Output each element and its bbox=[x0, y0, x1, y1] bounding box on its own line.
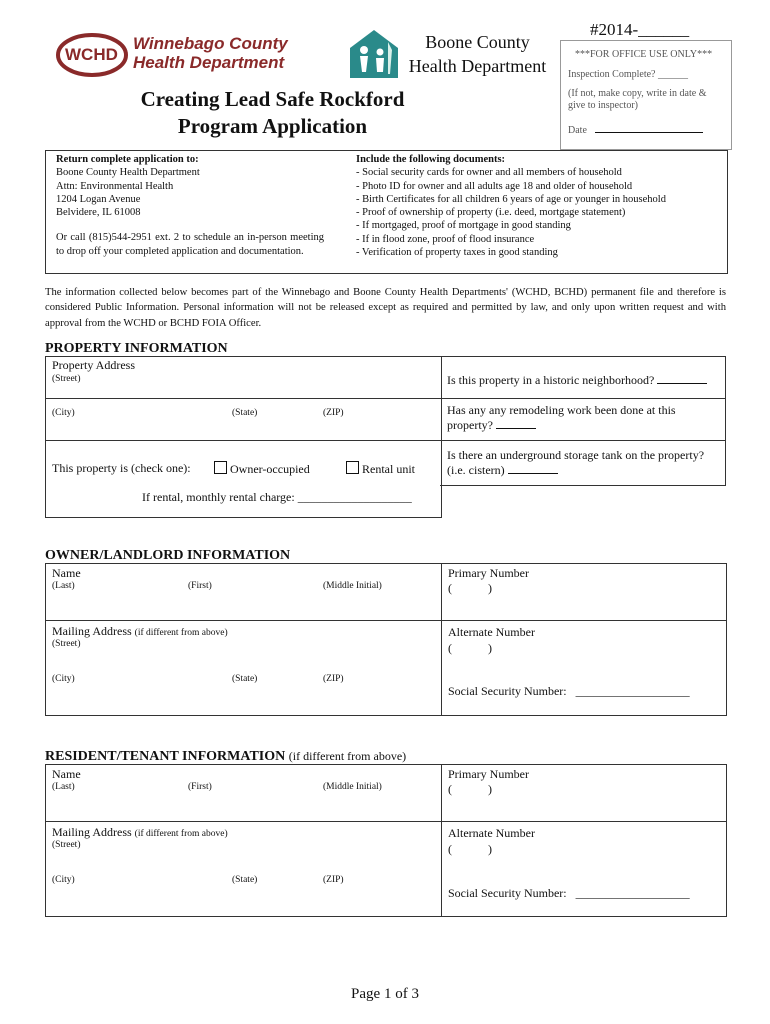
owner-city-field[interactable]: (City) bbox=[52, 674, 75, 684]
rental-charge-field[interactable]: If rental, monthly rental charge: ___________________ bbox=[142, 490, 412, 504]
resident-mailing-label bbox=[52, 825, 228, 840]
property-section-title: PROPERTY INFORMATION bbox=[45, 341, 228, 356]
owner-section-title: OWNER/LANDLORD INFORMATION bbox=[45, 548, 291, 563]
owner-name-label: Name bbox=[52, 566, 81, 580]
form-number[interactable]: #2014-______ bbox=[590, 20, 690, 39]
property-type-label: This property is (check one): bbox=[52, 461, 191, 475]
resident-primary-label: Primary Number bbox=[448, 767, 529, 781]
resident-state-field[interactable]: (State) bbox=[232, 875, 258, 885]
divider bbox=[46, 398, 441, 399]
resident-zip-field[interactable]: (ZIP) bbox=[323, 875, 344, 885]
form-title-line2: Program Application bbox=[177, 114, 368, 138]
wchd-name bbox=[133, 34, 288, 72]
state-field[interactable]: (State) bbox=[232, 408, 258, 418]
owner-street-field[interactable]: (Street) bbox=[52, 639, 81, 649]
city-field[interactable]: (City) bbox=[52, 408, 75, 418]
resident-ssn-field[interactable] bbox=[448, 886, 690, 901]
owner-occupied-label: Owner-occupied bbox=[230, 462, 310, 476]
inspection-complete-field[interactable]: Inspection Complete? ______ bbox=[568, 69, 688, 80]
owner-alternate-label: Alternate Number bbox=[448, 625, 535, 639]
divider bbox=[441, 564, 442, 715]
resident-section-title bbox=[45, 749, 406, 765]
rental-unit-label: Rental unit bbox=[362, 462, 415, 476]
office-date-label: Date bbox=[568, 125, 587, 136]
owner-primary-label: Primary Number bbox=[448, 566, 529, 580]
remodel-label-line2: property? bbox=[447, 418, 493, 432]
tank-question[interactable] bbox=[447, 448, 704, 478]
divider bbox=[440, 398, 725, 399]
return-info bbox=[56, 153, 324, 258]
owner-mailing-text: Mailing Address bbox=[52, 624, 132, 638]
document-item: - If in flood zone, proof of flood insurance bbox=[356, 233, 535, 245]
wchd-name-line2: Health Department bbox=[133, 53, 285, 72]
owner-occupied-checkbox[interactable] bbox=[214, 461, 227, 474]
owner-ssn-line[interactable]: ___________________ bbox=[575, 684, 690, 698]
document-item: - Proof of ownership of property (i.e. deed, mortgage statement) bbox=[356, 207, 626, 219]
office-use-heading: ***FOR OFFICE USE ONLY*** bbox=[575, 49, 713, 60]
resident-street-field[interactable]: (Street) bbox=[52, 840, 81, 850]
owner-occupied-option[interactable] bbox=[214, 461, 310, 477]
resident-first-field[interactable]: (First) bbox=[188, 782, 212, 792]
owner-state-field[interactable]: (State) bbox=[232, 674, 258, 684]
rental-unit-option[interactable] bbox=[346, 461, 415, 477]
property-address-box bbox=[45, 356, 442, 518]
documents-heading: Include the following documents: bbox=[356, 154, 506, 165]
divider bbox=[441, 821, 726, 822]
wchd-name-line1: Winnebago County bbox=[133, 34, 288, 53]
resident-mailing-text: Mailing Address bbox=[52, 825, 132, 839]
owner-last-field[interactable]: (Last) bbox=[52, 581, 75, 591]
rental-unit-checkbox[interactable] bbox=[346, 461, 359, 474]
instructions-box bbox=[45, 150, 728, 274]
owner-first-field[interactable]: (First) bbox=[188, 581, 212, 591]
historic-answer-line[interactable] bbox=[657, 383, 707, 384]
resident-alternate-field[interactable]: ( ) bbox=[448, 842, 492, 856]
tank-answer-line[interactable] bbox=[508, 473, 558, 474]
zip-field[interactable]: (ZIP) bbox=[323, 408, 344, 418]
resident-alternate-label: Alternate Number bbox=[448, 826, 535, 840]
return-line: Attn: Environmental Health bbox=[56, 180, 174, 192]
owner-alternate-field[interactable]: ( ) bbox=[448, 641, 492, 655]
remodel-label-line1: Has any any remodeling work been done at this bbox=[447, 403, 676, 417]
tank-label-line1: Is there an underground storage tank on the property? bbox=[447, 448, 705, 462]
form-title bbox=[120, 86, 425, 140]
owner-ssn-field[interactable] bbox=[448, 684, 690, 699]
resident-name-label: Name bbox=[52, 767, 81, 781]
owner-mailing-note: (if different from above) bbox=[134, 628, 228, 638]
divider bbox=[441, 620, 726, 621]
resident-section-text: RESIDENT/TENANT INFORMATION bbox=[45, 749, 286, 764]
divider bbox=[46, 821, 441, 822]
call-text: Or call (815)544-2951 ext. 2 to schedule an in-person meeting to drop off your completed application and documentation. bbox=[56, 232, 324, 257]
owner-ssn-label: Social Security Number: bbox=[448, 684, 567, 698]
office-use-box bbox=[560, 40, 732, 150]
resident-mailing-note: (if different from above) bbox=[134, 829, 228, 839]
divider bbox=[441, 765, 442, 916]
owner-middle-field[interactable]: (Middle Initial) bbox=[323, 581, 382, 591]
property-address-label: Property Address bbox=[52, 358, 135, 372]
boone-name-line1: Boone County bbox=[425, 32, 530, 52]
resident-primary-field[interactable]: ( ) bbox=[448, 782, 492, 796]
historic-label: Is this property in a historic neighborhood? bbox=[447, 373, 655, 387]
remodel-question[interactable] bbox=[447, 403, 676, 433]
document-item: - Social security cards for owner and all members of household bbox=[356, 167, 622, 179]
street-field[interactable]: (Street) bbox=[52, 374, 81, 384]
office-note: (If not, make copy, write in date & give to inspector) bbox=[568, 88, 707, 111]
owner-primary-field[interactable]: ( ) bbox=[448, 581, 492, 595]
resident-last-field[interactable]: (Last) bbox=[52, 782, 75, 792]
return-line: Boone County Health Department bbox=[56, 167, 200, 179]
form-title-line1: Creating Lead Safe Rockford bbox=[140, 87, 405, 111]
resident-section-note: (if different from above) bbox=[288, 749, 407, 763]
resident-ssn-label: Social Security Number: bbox=[448, 886, 567, 900]
document-item: - If mortgaged, proof of mortgage in good standing bbox=[356, 220, 571, 232]
return-line: 1204 Logan Avenue bbox=[56, 193, 141, 205]
office-date-line bbox=[595, 132, 703, 133]
remodel-answer-line[interactable] bbox=[496, 428, 536, 429]
boone-name bbox=[405, 30, 550, 78]
divider bbox=[46, 440, 441, 441]
resident-middle-field[interactable]: (Middle Initial) bbox=[323, 782, 382, 792]
owner-box bbox=[45, 563, 727, 716]
page-number: Page 1 of 3 bbox=[351, 986, 419, 1002]
divider bbox=[440, 440, 725, 441]
wchd-logo bbox=[55, 32, 130, 78]
tank-label-line2: (i.e. cistern) bbox=[447, 463, 505, 477]
historic-question[interactable] bbox=[447, 373, 707, 388]
property-questions-box bbox=[440, 356, 726, 486]
owner-mailing-label bbox=[52, 624, 228, 639]
resident-ssn-line[interactable]: ___________________ bbox=[575, 886, 690, 900]
divider bbox=[46, 620, 441, 621]
return-line: Belvidere, IL 61008 bbox=[56, 207, 141, 219]
document-item: - Photo ID for owner and all adults age 18 and older of household bbox=[356, 180, 633, 192]
document-item: - Birth Certificates for all children 6 years of age or younger in household bbox=[356, 193, 666, 205]
public-info-notice: The information collected below becomes part of the Winnebago and Boone County Health Departments' (WCHD, BCHD) permanent file and therefore is considered Public Information. Personal information will not be released except as required and permitted by law, and only upon written request and with approval from the WCHD or BCHD FOIA Officer. bbox=[45, 287, 726, 329]
return-heading: Return complete application to: bbox=[56, 154, 199, 165]
documents-list bbox=[356, 153, 716, 259]
resident-box bbox=[45, 764, 727, 917]
office-date-field[interactable] bbox=[568, 125, 703, 136]
resident-city-field[interactable]: (City) bbox=[52, 875, 75, 885]
boone-name-line2: Health Department bbox=[408, 56, 547, 76]
owner-zip-field[interactable]: (ZIP) bbox=[323, 674, 344, 684]
document-item: - Verification of property taxes in good standing bbox=[356, 247, 558, 259]
wchd-abbr: WCHD bbox=[65, 45, 118, 64]
boone-logo-icon bbox=[348, 28, 400, 80]
